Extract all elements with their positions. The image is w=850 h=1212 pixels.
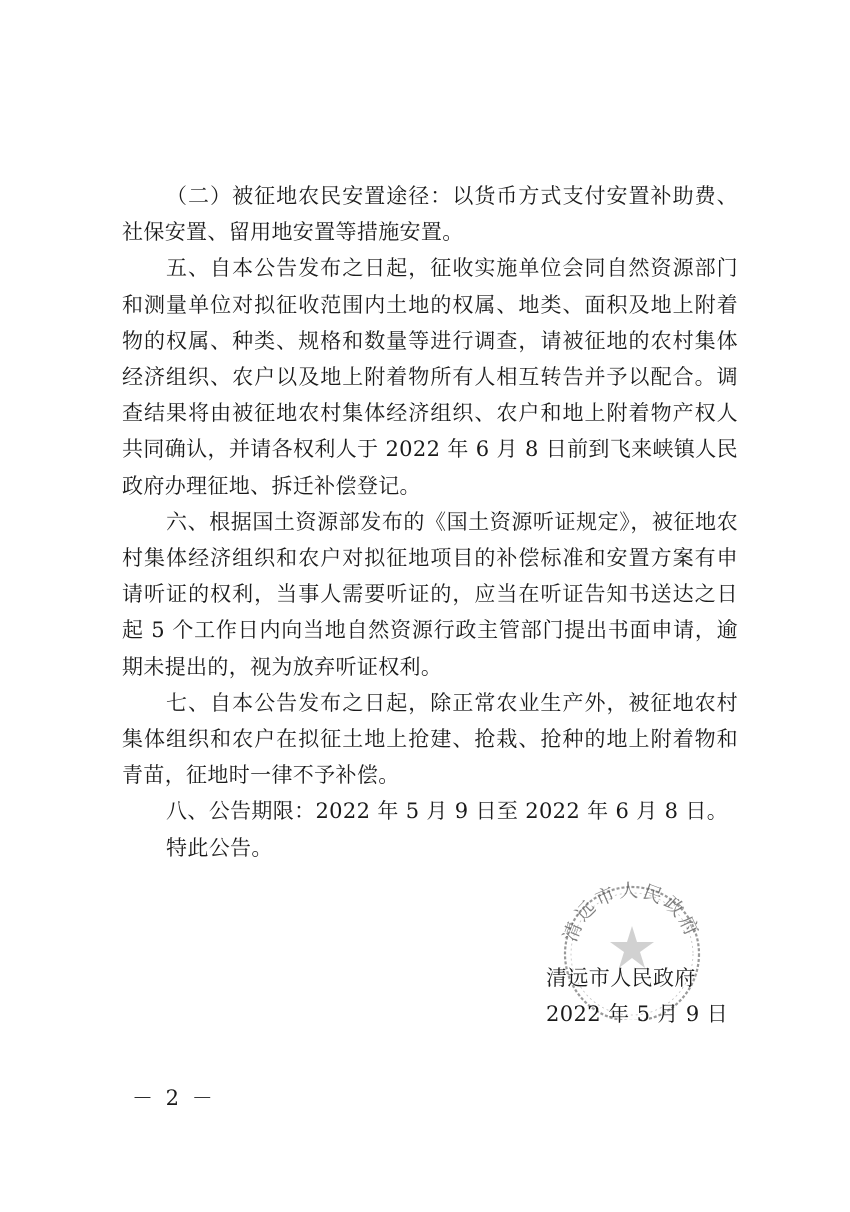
paragraph-six-hearing: 六、根据国土资源部发布的《国土资源听证规定》，被征地农村集体经济组织和农户对拟征地项目的补偿标准和安置方案有申请听证的权利，当事人需要听证的，应当在听证告知书送达之日起 5 个工作日内向当地自然资源行政主管部门提出书面申请，逾期未提出的，视为放弃听证权利。	[122, 509, 738, 679]
signature-block	[546, 960, 746, 1032]
page-number: － 2 －	[132, 1086, 216, 1110]
paragraph-eight-period: 八、公告期限：2022 年 5 月 9 日至 2022 年 6 月 8 日。	[166, 799, 729, 824]
notice-body	[122, 178, 738, 866]
paragraph-seven-no-compensation: 七、自本公告发布之日起，除正常农业生产外，被征地农村集体组织和农户在拟征土地上抢建、抢栽、抢种的地上附着物和青苗，征地时一律不予补偿。	[122, 690, 738, 788]
issuer-name: 清远市人民政府	[546, 966, 696, 990]
issue-date: 2022 年 5 月 9 日	[546, 1002, 729, 1026]
paragraph-closing: 特此公告。	[166, 835, 273, 860]
paragraph-resettlement: （二）被征地农民安置途径：以货币方式支付安置补助费、社保安置、留用地安置等措施安置。	[122, 184, 738, 245]
paragraph-five-survey: 五、自本公告发布之日起，征收实施单位会同自然资源部门和测量单位对拟征收范围内土地的权属、地类、面积及地上附着物的权属、种类、规格和数量等进行调查，请被征地的农村集体经济组织、农户以及地上附着物所有人相互转告并予以配合。调查结果将由被征地农村集体经济组织、农户和地上附着物产权人共同确认，并请各权利人于 2022 年 6 月 8 日前到飞来峡镇人民政府办理征地、拆迁补偿登记。	[122, 256, 738, 498]
svg-text:清远市人民政府: 清远市人民政府	[559, 880, 704, 945]
